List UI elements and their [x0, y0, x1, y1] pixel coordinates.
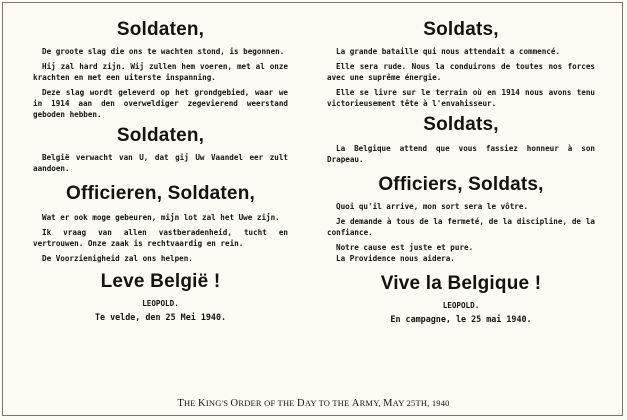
french-paragraph-8: La Providence nous aidera. [336, 254, 455, 263]
caption-cap-k: K [198, 398, 206, 409]
dutch-heading-officieren: Officieren, Soldaten, [66, 183, 255, 204]
caption-sc-rder: RDER OF THE [238, 398, 298, 408]
french-paragraph-6: Je demande à tous de la fermeté, de la discipline, de la confiance. [327, 217, 595, 237]
french-column [327, 18, 595, 326]
caption-sc-he: HE [183, 398, 199, 408]
caption-cap-t: T [177, 398, 184, 409]
dutch-paragraph-3: Deze slag wordt geleverd op het grondgebied, waar we in 1914 aan den overweldiger zegevierend weerstand geboden hebben. [33, 88, 288, 119]
caption-cap-m: M [383, 398, 393, 409]
french-heading-officiers: Officiers, Soldats, [378, 174, 544, 195]
dutch-date-line: Te velde, den 25 Mei 1940. [94, 312, 227, 322]
dutch-signature: LEOPOLD. [142, 299, 179, 308]
caption-sc-date: AY 25TH, 1940 [392, 398, 450, 408]
dutch-paragraph-7: De Voorzienigheid zal ons helpen. [42, 254, 193, 263]
caption-sc-rmy: RMY, [359, 398, 384, 408]
dutch-heading-soldaten-1: Soldaten, [116, 19, 205, 40]
dutch-column [33, 18, 288, 324]
dutch-paragraph-4: België verwacht van U, dat gij Uw Vaandel eer zult aandoen. [33, 153, 288, 173]
dutch-paragraph-1: De groote slag die ons te wachten stond, is begonnen. [42, 47, 285, 56]
dutch-closing: Leve België ! [100, 271, 221, 292]
caption-cap-d: D [297, 398, 305, 409]
french-paragraph-7: Notre cause est juste et pure. [336, 243, 474, 252]
caption-cap-a: A [351, 398, 360, 409]
dutch-paragraph-5: Wat er ook moge gebeuren, mijn lot zal het Uwe zijn. [42, 213, 280, 222]
caption-sc-ay: AY TO THE [304, 398, 352, 408]
french-paragraph-2: Elle sera rude. Nous la conduirons de toutes nos forces avec une suprême énergie. [327, 62, 595, 82]
dutch-paragraph-2: Hij zal hard zijn. Wij zullen hem voeren, met al onze krachten en met een uiterste inspanning. [33, 62, 288, 82]
french-signature: LEOPOLD. [442, 301, 480, 310]
french-closing: Vive la Belgique ! [380, 273, 542, 294]
french-paragraph-5: Quoi qu'il arrive, mon sort sera le vôtre. [336, 202, 529, 211]
document-caption [0, 398, 627, 409]
french-heading-soldats-1: Soldats, [423, 19, 499, 40]
french-paragraph-3: Elle se livre sur le terrain où en 1914 nous avons tenu victorieusement tête à l'envahisseur. [327, 88, 595, 108]
dutch-paragraph-6: Ik vraag van allen vastberadenheid, tucht en vertrouwen. Onze zaak is rechtvaardig en rein. [33, 228, 288, 248]
french-paragraph-1: La grande bataille qui nous attendait a commencé. [336, 47, 561, 56]
caption-sc-ings: ING'S [205, 398, 231, 408]
french-heading-soldats-2: Soldats, [423, 114, 499, 135]
caption-cap-o: O [230, 398, 239, 409]
french-paragraph-4: La Belgique attend que vous fassiez honneur à son Drapeau. [327, 144, 595, 164]
dutch-heading-soldaten-2: Soldaten, [116, 125, 205, 146]
french-date-line: En campagne, le 25 mai 1940. [390, 314, 532, 324]
